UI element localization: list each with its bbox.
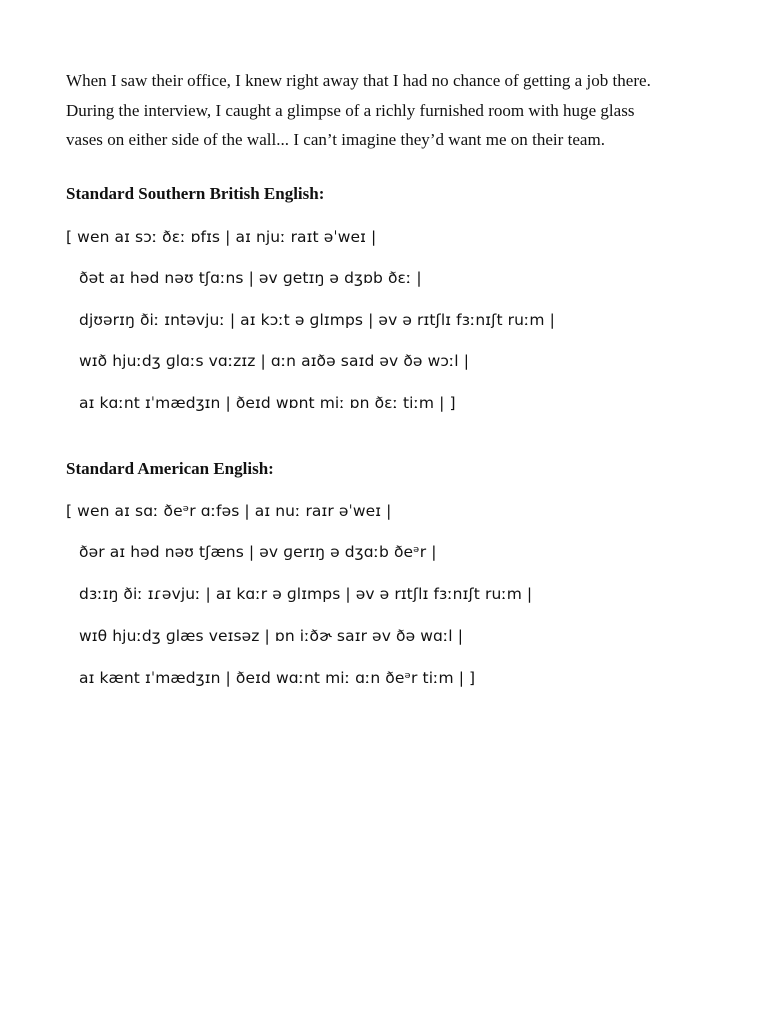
british-ipa-line-2: ðət aɪ həd nəʊ tʃɑːns | əv ɡetɪŋ ə dʒɒb ðɛː | bbox=[79, 269, 422, 287]
british-ipa-line-4: wɪð hjuːdʒ ɡlɑːs vɑːzɪz | ɑːn aɪðə saɪd əv ðə wɔːl | bbox=[79, 352, 470, 370]
american-heading: Standard American English: bbox=[66, 459, 274, 478]
intro-line: During the interview, I caught a glimpse of a richly furnished room with huge glass bbox=[66, 100, 635, 120]
intro-paragraph bbox=[66, 66, 726, 155]
british-heading: Standard Southern British English: bbox=[66, 184, 325, 203]
american-ipa-line-1: [ wen aɪ sɑː ðeᵊr ɑːfəs | aɪ nuː raɪr əˈweɪ | bbox=[66, 502, 392, 520]
british-ipa-line-1: [ wen aɪ sɔː ðɛː ɒfɪs | aɪ njuː raɪt əˈweɪ | bbox=[66, 228, 377, 246]
british-ipa-line-5: aɪ kɑːnt ɪˈmædʒɪn | ðeɪd wɒnt miː ɒn ðɛː tiːm | ] bbox=[79, 394, 456, 412]
american-ipa-line-2: ðər aɪ həd nəʊ tʃæns | əv ɡerɪŋ ə dʒɑːb ðeᵊr | bbox=[79, 543, 437, 561]
american-ipa-line-4: wɪθ hjuːdʒ ɡlæs veɪsəz | ɒn iːðɚ saɪr əv ðə wɑːl | bbox=[79, 627, 464, 645]
american-ipa-line-5: aɪ kænt ɪˈmædʒɪn | ðeɪd wɑːnt miː ɑːn ðeᵊr tiːm | ] bbox=[79, 669, 476, 687]
american-ipa-line-3: dɜːɪŋ ðiː ɪɾəvjuː | aɪ kɑːr ə ɡlɪmps | əv ə rɪtʃlɪ fɜːnɪʃt ruːm | bbox=[79, 585, 533, 603]
intro-line: vases on either side of the wall... I can’t imagine they’d want me on their team. bbox=[66, 130, 605, 149]
british-ipa-line-3: djʊərɪŋ ðiː ɪntəvjuː | aɪ kɔːt ə ɡlɪmps | əv ə rɪtʃlɪ fɜːnɪʃt ruːm | bbox=[79, 311, 555, 329]
intro-line: When I saw their office, I knew right away that I had no chance of getting a job there. bbox=[66, 71, 651, 90]
